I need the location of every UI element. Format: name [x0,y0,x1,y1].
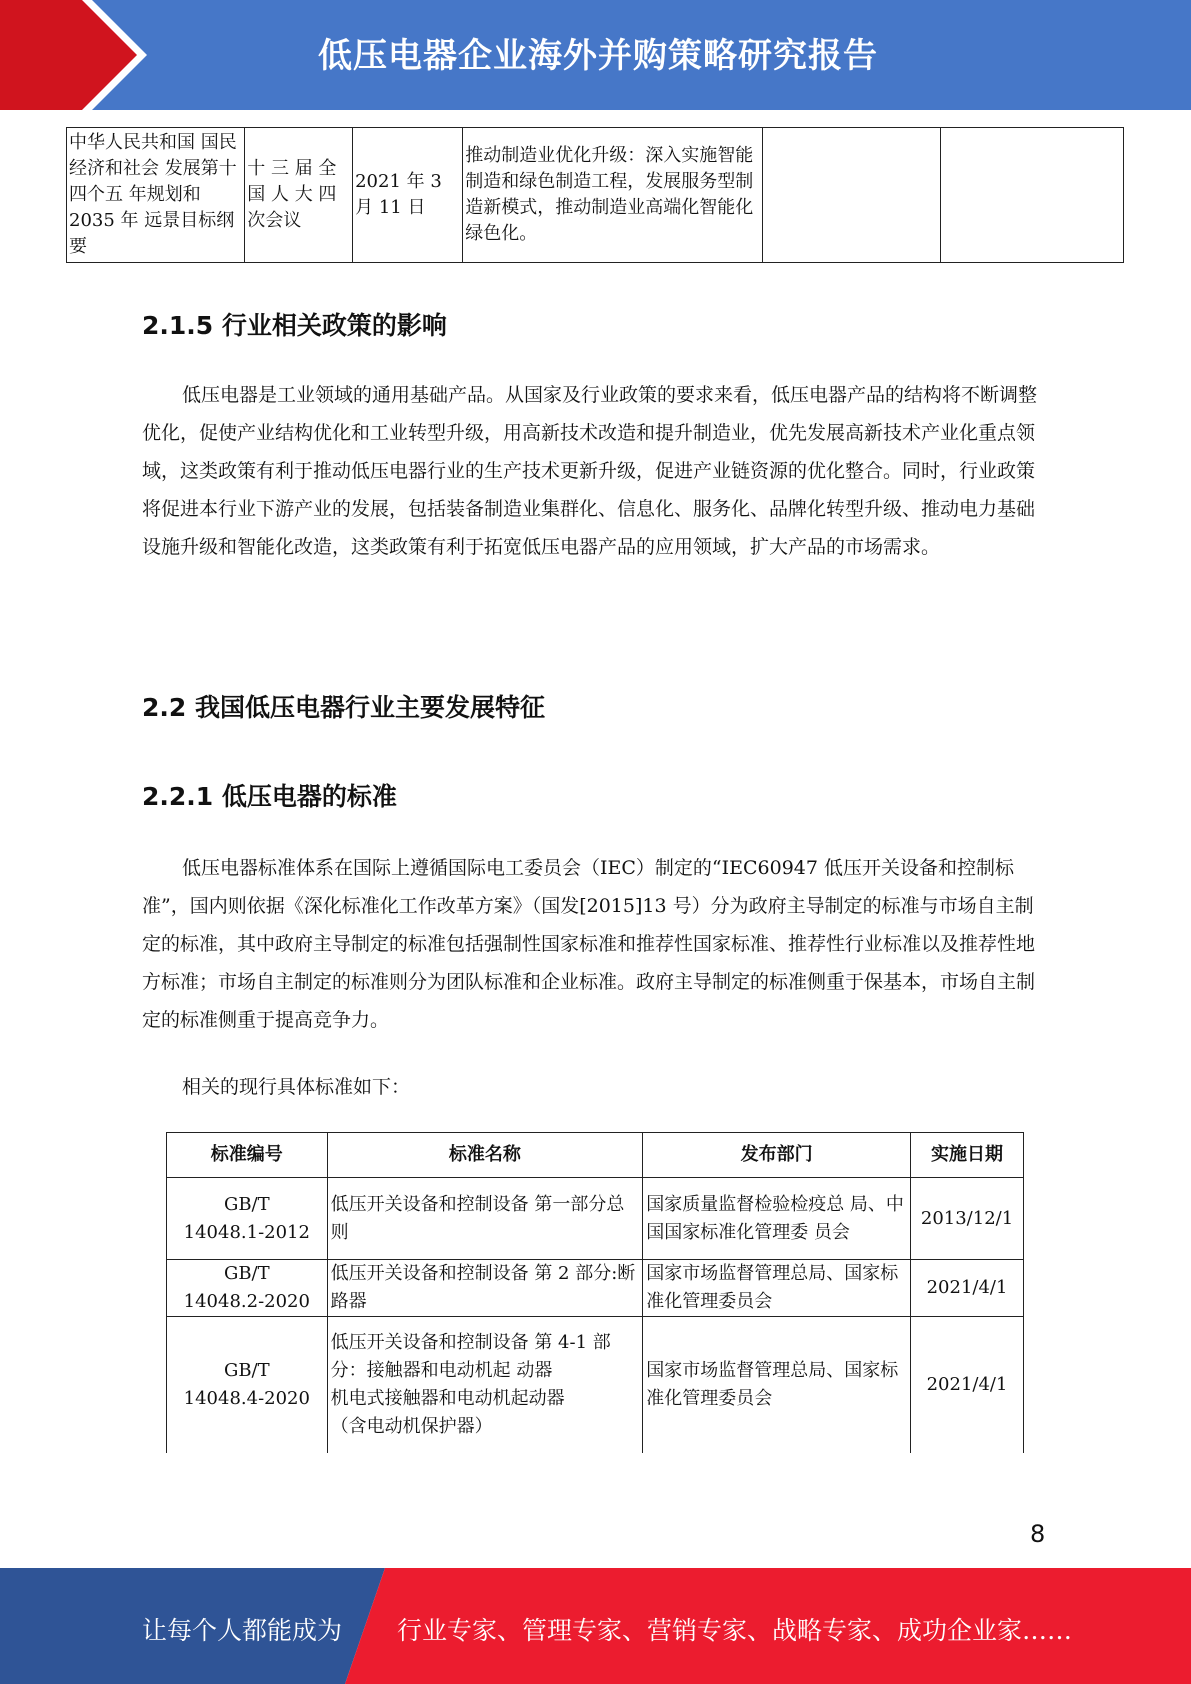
col-header-date: 实施日期 [911,1133,1024,1178]
standard-date-cell: 2021/4/1 [911,1260,1024,1317]
code-prefix: GB/T [223,1359,270,1381]
code-prefix: GB/T [223,1193,270,1215]
standard-dept-cell: 国家市场监督管理总局、国家标准化管理委员会 [643,1260,911,1317]
standard-name-line: （含电动机保护器） [330,1415,493,1437]
standard-name-cell: 低压开关设备和控制设备 第一部分总则 [327,1178,643,1260]
col-header-dept: 发布部门 [643,1133,911,1178]
section-heading-2-2: 2.2 我国低压电器行业主要发展特征 [142,693,545,722]
standards-table [166,1132,1024,1453]
red-arrow-decoration [0,0,150,110]
col-header-code: 标准编号 [167,1133,328,1178]
table-row [167,1178,1024,1260]
standard-code-cell [167,1260,328,1317]
col-header-name: 标准名称 [327,1133,643,1178]
standard-code-cell [167,1178,328,1260]
table-header-row [167,1133,1024,1178]
section-heading-2-1-5: 2.1.5 行业相关政策的影响 [142,311,447,340]
issuer-cell: 十 三 届 全 国 人 大 四 次会议 [245,128,353,263]
date-cell: 2021 年 3 月 11 日 [353,128,463,263]
standard-name-line: 低压开关设备和控制设备 第 4-1 部分：接触器和电动机起 动器 [330,1331,611,1381]
footer-slogan-left: 让每个人都能成为 [142,1616,343,1645]
standard-name-cell [327,1317,643,1453]
code-number: 14048.4-2020 [183,1387,310,1409]
standard-name-cell: 低压开关设备和控制设备 第 2 部分:断路器 [327,1260,643,1317]
code-number: 14048.2-2020 [183,1291,310,1312]
table-row [167,1317,1024,1453]
report-title: 低压电器企业海外并购策略研究报告 [318,36,878,76]
section-2-1-5-paragraph: 低压电器是工业领域的通用基础产品。从国家及行业政策的要求来看，低压电器产品的结构将不断调整优化，促使产业结构优化和工业转型升级，用高新技术改造和提升制造业，优先发展高新技术产业化重点领域，这类政策有利于推动低压电器行业的生产技术更新升级，促进产业链资源的优化整合。同时，行业政策将促进本行业下游产业的发展，包括装备制造业集群化、信息化、服务化、品牌化转型升级、推动电力基础设施升级和智能化改造，这类政策有利于拓宽低压电器产品的应用领域，扩大产品的市场需求。 [142,384,1038,558]
standard-date-cell: 2013/12/1 [911,1178,1024,1260]
footer-slogan-right: 行业专家、管理专家、营销专家、战略专家、成功企业家…… [397,1616,1073,1645]
table-row [67,128,1124,263]
code-prefix: GB/T [223,1263,270,1284]
section-heading-2-2-1: 2.2.1 低压电器的标准 [142,782,397,811]
policy-name-cell: 中华人民共和国 国民经济和社会 发展第十四个五 年规划和 2035 年 远景目标纲要 [67,128,245,263]
standard-code-cell [167,1317,328,1453]
table-row [167,1260,1024,1317]
code-number: 14048.1-2012 [183,1221,310,1243]
standards-intro: 相关的现行具体标准如下： [182,1076,411,1098]
standard-name-line: 机电式接触器和电动机起动器 [330,1387,565,1409]
empty-cell [762,128,941,263]
content-cell: 推动制造业优化升级：深入实施智能制造和绿色制造工程，发展服务型制造新模式，推动制造业高端化智能化绿色化。 [463,128,762,263]
standard-dept-cell: 国家市场监督管理总局、国家标准化管理委员会 [643,1317,911,1453]
page-number: 8 [1030,1520,1046,1548]
page-header [0,0,1191,110]
empty-cell [941,128,1124,263]
policy-table [66,127,1124,263]
standard-dept-cell: 国家质量监督检验检疫总 局、中国国家标准化管理委 员会 [643,1178,911,1260]
section-2-2-1-paragraph: 低压电器标准体系在国际上遵循国际电工委员会（IEC）制定的“IEC60947 低压开关设备和控制标准”，国内则依据《深化标准化工作改革方案》（国发[2015]13 号）分为政府主导制定的标准与市场自主制定的标准，其中政府主导制定的标准包括强制性国家标准和推荐性国家标准、推荐性行业标准以及推荐性地方标准；市场自主制定的标准则分为团队标准和企业标准。政府主导制定的标准侧重于保基本，市场自主制定的标准侧重于提高竞争力。 [142,857,1036,1031]
standard-date-cell: 2021/4/1 [911,1317,1024,1453]
